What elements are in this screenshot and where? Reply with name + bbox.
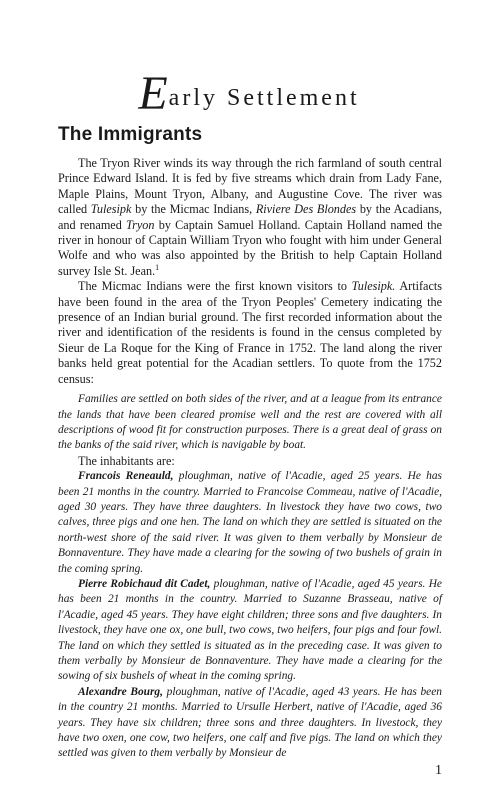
page-number: 1: [435, 763, 442, 778]
chapter-title: [0, 66, 498, 121]
italic-term: Tulesipk: [90, 202, 132, 217]
census-entry: [58, 685, 442, 762]
inhabitant-name: Francois Reneauld,: [78, 470, 174, 483]
italic-term: Tryon: [126, 217, 155, 232]
page-body: [58, 156, 442, 762]
paragraph-micmac: [58, 279, 442, 387]
paragraph-text: Artifacts have been found in the area of the Tryon Peoples' Cemetery indicating the presence of an Indian burial ground. The first recorded information about the river and identification of the residents is found in the census completed by Sieur de La Roque for the King of France in 1752. The land along the river banks held great potential for the Acadian settlers. To quote from the 1752 census:: [58, 279, 442, 386]
paragraph-text: by the Acadians, and renamed: [58, 202, 442, 232]
paragraph-tryon-river: [58, 156, 442, 279]
chapter-title-rest: arly Settlement: [168, 85, 360, 111]
italic-term: Tulesipk.: [351, 279, 396, 294]
census-entry: [58, 469, 442, 577]
paragraph-text: by Captain Samuel Holland. Captain Holland named the river in honour of Captain William Tryon who fought with him under General Wolfe and who was also appointed by the British to help Captain Holland survey Isle St. Jean.: [58, 217, 442, 278]
inhabitant-name: Alexandre Bourg,: [78, 685, 163, 698]
inhabitant-name: Pierre Robichaud dit Cadet,: [78, 577, 211, 590]
inhabitant-description: ploughman, native of l'Acadie, aged 25 years. He has been 21 months in the country. Married to Francoise Commeau, native of l'Acadie, aged 30 years. They have three daughters. In livestock they have two cows, two calves, three pigs and one hen. The land on which they are settled is situated on the north-west shore of the said river. It was given to them verbally by Monsieur de Bonnaventure. They have made a clearing for the sowing of two bushels of grain in the coming spring.: [58, 470, 442, 575]
inhabitants-intro: The inhabitants are:: [78, 453, 175, 468]
inhabitant-description: ploughman, native of l'Acadie, aged 43 years. He has been in the country 21 months. Married to Ursulle Herbert, native of l'Acadie, aged 36 years. They have six children; three sons and three daughters. In livestock, they have two oxen, one cow, two heifers, one calf and five pigs. The land on which they settled was given to them verbally by Monsieur de: [58, 685, 442, 760]
paragraph-text: by the Micmac Indians,: [131, 202, 256, 217]
italic-term: Riviere Des Blondes: [255, 202, 357, 217]
census-quote: Families are settled on both sides of the river, and at a league from its entrance the lands that have been cleared promise well and the rest are covered with all descriptions of wood fit for construction purposes. There is a great deal of grass on the banks of the said river, which is navigable by boat.: [58, 393, 442, 452]
chapter-title-initial: E: [138, 67, 168, 120]
census-entry: [58, 577, 442, 685]
section-heading: The Immigrants: [58, 124, 203, 145]
paragraph-text: The Tryon River winds its way through the rich farmland of south central Prince Edward Island. It is fed by five streams which drain from Lady Fane, Maple Plains, Mount Tryon, Albany, and Augustine Cove. The river was called: [58, 156, 442, 217]
inhabitant-description: ploughman, native of l'Acadie, aged 45 years. He has been 21 months in the country. Married to Suzanne Brasseau, native of l'Acadie, aged 45 years. They have eight children; three sons and five daughters. In livestock, they have one ox, one bull, two cows, two heifers, four pigs and four fowl. The land on which they settled is situated as in the preceding case. It was given to them verbally by Monsieur de Bonnaventure. They have made a clearing for the sowing of six bushels of wheat in the coming spring.: [58, 577, 442, 683]
paragraph-text: The Micmac Indians were the first known visitors to: [78, 279, 352, 294]
footnote-marker: 1: [155, 262, 160, 272]
